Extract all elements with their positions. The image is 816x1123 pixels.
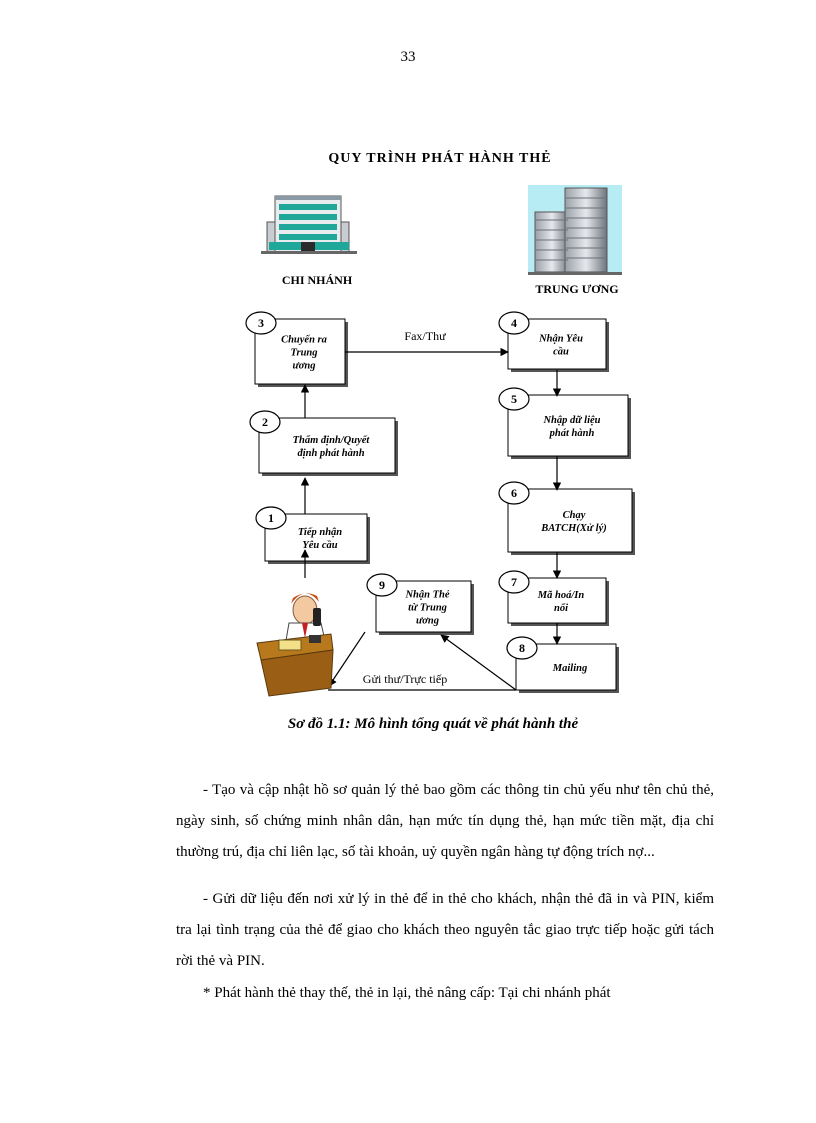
step-9-label-line: ương: [415, 615, 440, 627]
step-7-label-line: nổi: [553, 603, 569, 614]
step-9-label-line: từ Trung: [408, 602, 447, 614]
step-4-label-line: Nhận Yêu: [539, 333, 583, 345]
step-1-number: 1: [268, 511, 274, 525]
step-7-number: 7: [511, 575, 517, 589]
step-3-label-line: ương: [292, 360, 316, 372]
paragraph-1: - Tạo và cập nhật hồ sơ quản lý thẻ bao gồm các thông tin chủ yếu như tên chủ thẻ, ngày sinh, số chứng minh nhân dân, hạn mức tín dụng thẻ, hạn mức tiền mặt, địa chỉ thường trú, địa chỉ liên lạc, số tài khoản, uỷ quyền ngân hàng tự động trích nợ...: [176, 782, 714, 860]
step-4-number: 4: [511, 316, 517, 330]
step-7-node: [499, 571, 609, 626]
step-9-label-line: Nhận Thẻ: [405, 589, 450, 601]
edge-label-mail: Gửi thư/Trực tiếp: [362, 672, 448, 686]
step-5-label-line: phát hành: [549, 428, 595, 439]
page-number: 33: [400, 49, 416, 65]
step-8-label-line: Mailing: [552, 663, 588, 674]
step-8-number: 8: [519, 641, 525, 655]
step-4-node: [499, 312, 609, 372]
step-7-label-line: Mã hoá/In: [537, 590, 585, 601]
step-6-label-line: BATCH(Xử lý): [541, 523, 607, 534]
step-1-label-line: Yêu cầu: [302, 540, 338, 551]
step-3-label-line: Chuyển ra: [281, 334, 327, 346]
edge-label-fax: Fax/Thư: [404, 329, 446, 343]
step-6-label-line: Chạy: [562, 510, 586, 521]
step-3-node: [246, 312, 348, 387]
paragraph-3: * Phát hành thẻ thay thế, thẻ in lại, thẻ nâng cấp: Tại chi nhánh phát: [203, 985, 611, 1001]
step-9-node: [367, 574, 474, 635]
figure-caption: Sơ đồ 1.1: Mô hình tổng quát về phát hành thẻ: [287, 716, 579, 732]
central-office-towers-icon: [528, 185, 622, 275]
step-2-label-line: Thẩm định/Quyết: [292, 435, 370, 446]
paragraph-2: - Gửi dữ liệu đến nơi xử lý in thẻ để in thẻ cho khách, nhận thẻ đã in và PIN, kiểm tra lại tình trạng của thẻ để giao cho khách theo nguyên tắc giao trực tiếp hoặc gửi tách rời thẻ và PIN.: [176, 891, 714, 969]
step-1-label-line: Tiếp nhận: [297, 527, 343, 538]
diagram-title: QUY TRÌNH PHÁT HÀNH THẺ: [328, 151, 552, 166]
step-5-node: [499, 388, 631, 459]
step-2-number: 2: [262, 415, 268, 429]
step-2-node: [250, 411, 398, 476]
card-issuance-diagram: [205, 138, 675, 704]
step-6-number: 6: [511, 486, 517, 500]
step-3-label-line: Trung: [290, 347, 318, 359]
step-4-label-line: cầu: [553, 346, 569, 358]
step-9-number: 9: [379, 578, 385, 592]
step-1-node: [256, 507, 370, 564]
step-5-label-line: Nhập dữ liệu: [543, 415, 601, 426]
step-2-label-line: định phát hành: [297, 448, 365, 459]
step-6-node: [499, 482, 635, 555]
branch-label: CHI NHÁNH: [281, 273, 353, 287]
step-5-number: 5: [511, 392, 517, 406]
central-label: TRUNG ƯƠNG: [535, 282, 619, 296]
step-3-number: 3: [258, 316, 264, 330]
step-8-node: [507, 637, 619, 693]
